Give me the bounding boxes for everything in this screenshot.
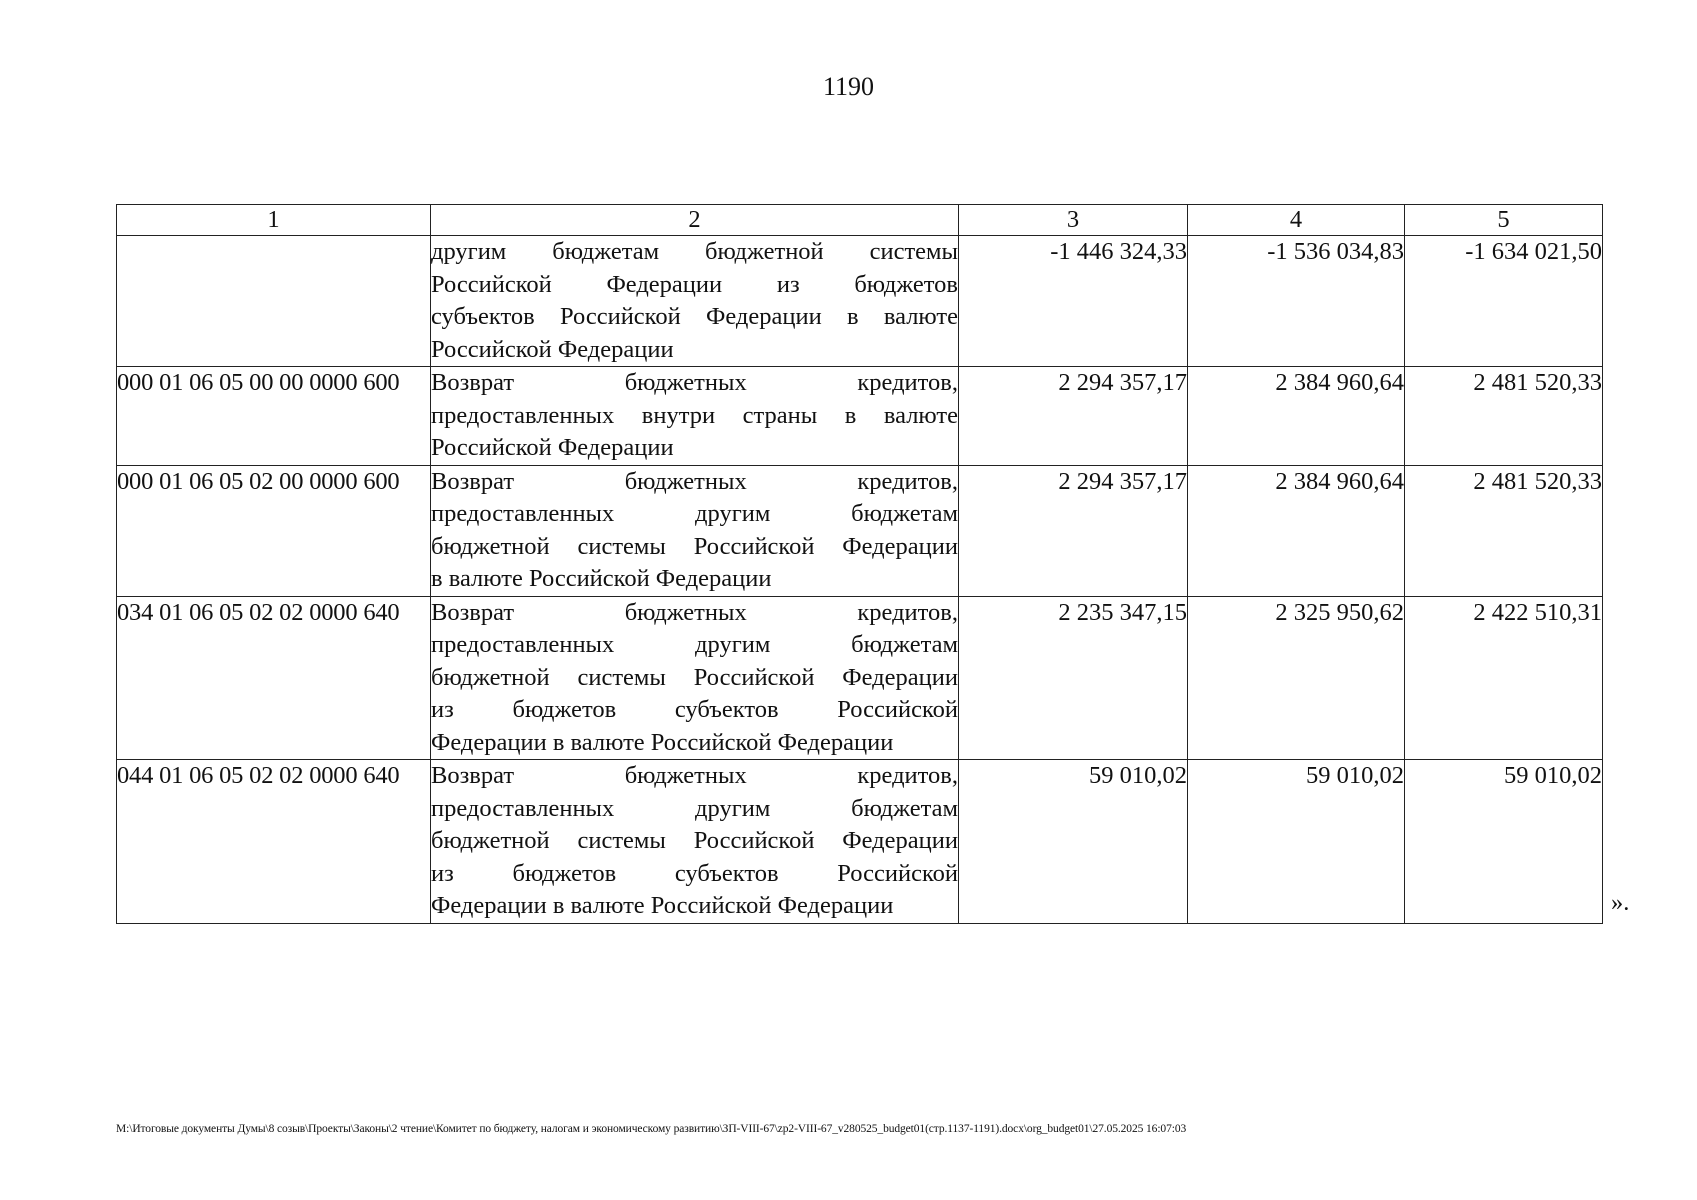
description-line: предоставленных внутри страны в валюте: [431, 401, 958, 429]
description-line: Российской Федерации из бюджетов: [431, 270, 958, 298]
budget-description: [431, 760, 959, 924]
budget-code: 000 01 06 05 00 00 0000 600: [117, 367, 431, 466]
amount-col-4: 2 384 960,64: [1188, 465, 1405, 596]
table-row: [117, 367, 1603, 466]
page-number: 1190: [822, 72, 875, 101]
budget-description: [431, 367, 959, 466]
amount-col-5: -1 634 021,50: [1405, 236, 1603, 367]
amount-col-3: 2 235 347,15: [959, 596, 1188, 760]
amount-col-4: 2 384 960,64: [1188, 367, 1405, 466]
description-line: из бюджетов субъектов Российской: [431, 859, 958, 887]
description-line: Российской Федерации: [431, 335, 674, 363]
header-col-3: 3: [959, 205, 1188, 236]
amount-col-3: 59 010,02: [959, 760, 1188, 924]
header-col-1: 1: [117, 205, 431, 236]
description-line: Возврат бюджетных кредитов,: [431, 762, 958, 789]
description-line: из бюджетов субъектов Российской: [431, 696, 958, 723]
amount-col-5: 2 481 520,33: [1405, 465, 1603, 596]
amount-col-3: 2 294 357,17: [959, 465, 1188, 596]
budget-description: [431, 236, 959, 367]
table-row: [117, 465, 1603, 596]
budget-code: [117, 236, 431, 367]
amount-col-4: 2 325 950,62: [1188, 596, 1405, 760]
description-line: Возврат бюджетных кредитов,: [431, 598, 958, 626]
amount-col-5: 2 481 520,33: [1405, 367, 1603, 466]
table-row: [117, 236, 1603, 367]
table-row: [117, 760, 1603, 924]
description-line: предоставленных другим бюджетам: [431, 794, 958, 822]
amount-col-4: -1 536 034,83: [1188, 236, 1405, 367]
amount-col-5: 59 010,02: [1405, 760, 1603, 924]
budget-code: 044 01 06 05 02 02 0000 640: [117, 760, 431, 924]
description-line: бюджетной системы Российской Федерации: [431, 827, 958, 854]
description-line: в валюте Российской Федерации: [431, 565, 772, 592]
description-line: бюджетной системы Российской Федерации: [431, 532, 958, 560]
amount-col-4: 59 010,02: [1188, 760, 1405, 924]
description-line: Российской Федерации: [431, 434, 674, 461]
amount-col-3: -1 446 324,33: [959, 236, 1188, 367]
amount-col-5: 2 422 510,31: [1405, 596, 1603, 760]
header-col-5: 5: [1405, 205, 1603, 236]
budget-table: [116, 204, 1603, 924]
description-line: предоставленных другим бюджетам: [431, 631, 958, 658]
description-line: другим бюджетам бюджетной системы: [431, 238, 958, 265]
description-line: Федерации в валюте Российской Федерации: [431, 892, 894, 919]
description-line: Возврат бюджетных кредитов,: [431, 369, 958, 396]
description-line: субъектов Российской Федерации в валюте: [431, 303, 958, 330]
table-row: [117, 596, 1603, 760]
header-col-2: 2: [431, 205, 959, 236]
description-line: Возврат бюджетных кредитов,: [431, 467, 958, 495]
description-line: бюджетной системы Российской Федерации: [431, 663, 958, 691]
budget-code: 034 01 06 05 02 02 0000 640: [117, 596, 431, 760]
description-line: предоставленных другим бюджетам: [431, 500, 958, 527]
budget-code: 000 01 06 05 02 00 0000 600: [117, 465, 431, 596]
budget-description: [431, 596, 959, 760]
description-line: Федерации в валюте Российской Федерации: [431, 728, 894, 756]
amount-col-3: 2 294 357,17: [959, 367, 1188, 466]
budget-description: [431, 465, 959, 596]
closing-quote: ».: [1611, 889, 1630, 916]
header-col-4: 4: [1188, 205, 1405, 236]
table-header-row: [117, 205, 1603, 236]
footer-file-path: M:\Итоговые документы Думы\8 созыв\Проекты\Законы\2 чтение\Комитет по бюджету, налогам и экономическому развитию\ЗП-VIII-67\zp2-VIII-67_v280525_budget01(стр.1137-1191).docx\org_budget01\27.05.2025 16:07:03: [116, 1123, 1187, 1135]
